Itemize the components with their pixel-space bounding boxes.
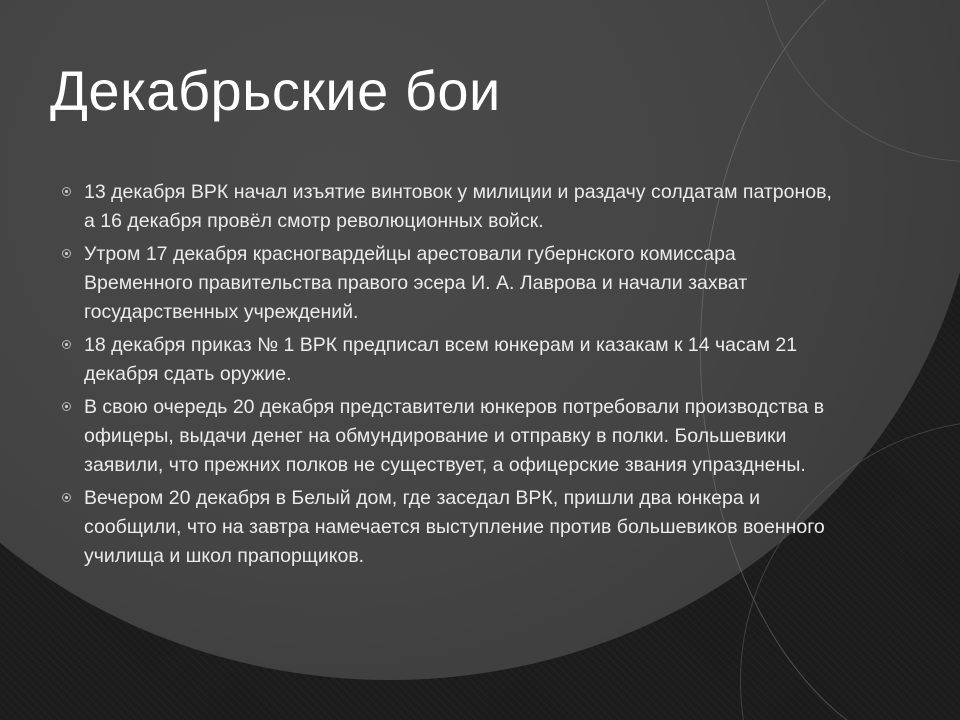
bullet-item [62,240,832,327]
bullet-text: Вечером 20 декабря в Белый дом, где заседал ВРК, пришли два юнкера и сообщили, что на завтра намечается выступление против большевиков военного училища и школ прапорщиков. [84,487,825,567]
bullet-text: В свою очередь 20 декабря представители юнкеров потребовали производства в офицеры, выдачи денег на обмундирование и отправку в полки. Большевики заявили, что прежних полков не существует, а офицерские звания упразднены. [84,396,825,476]
bullet-item [62,393,832,480]
bullet-item [62,484,832,571]
circle-bullet-icon [62,402,71,411]
circle-bullet-icon [62,493,71,502]
bullet-item [62,178,832,236]
circle-bullet-icon [62,340,71,349]
bullet-text: Утром 17 декабря красногвардейцы арестовали губернского комиссара Временного правительства правого эсера И. А. Лаврова и начали захват государственных учреждений. [84,243,748,323]
bullet-text: 13 декабря ВРК начал изъятие винтовок у милиции и раздачу солдатам патронов, а 16 декабря провёл смотр революционных войск. [84,181,832,232]
slide-title: Декабрьские бои [50,59,501,122]
bullet-text: 18 декабря приказ № 1 ВРК предписал всем юнкерам и казакам к 14 часам 21 декабря сдать оружие. [84,334,798,385]
bullet-item [62,331,832,389]
circle-bullet-icon [62,187,71,196]
bullet-list [62,178,832,575]
circle-bullet-icon [62,249,71,258]
